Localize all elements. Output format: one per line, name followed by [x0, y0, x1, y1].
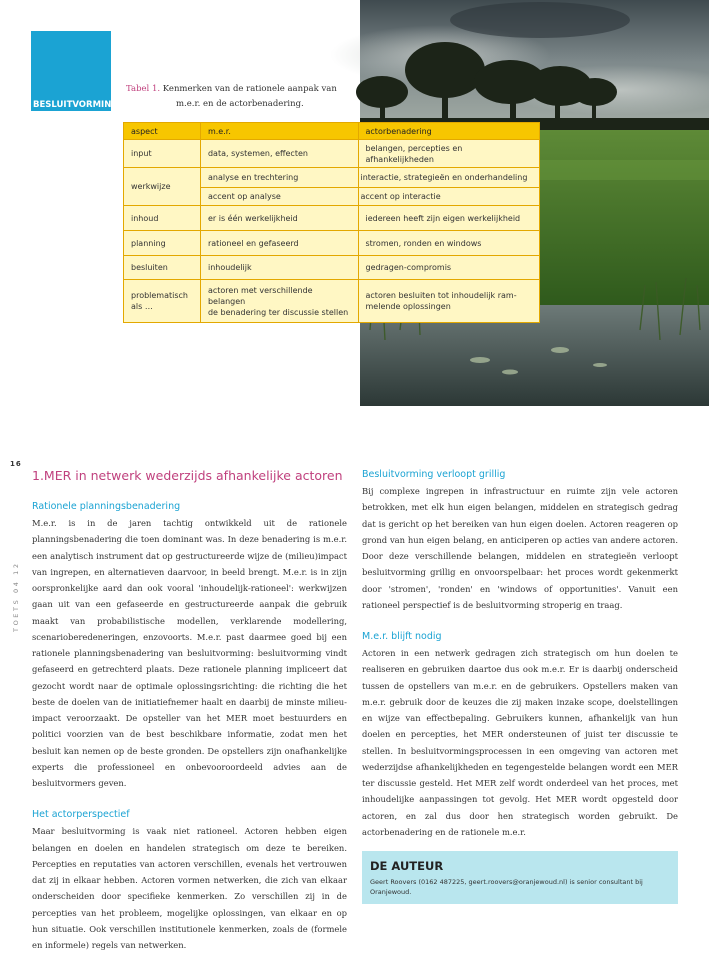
- section-heading: Het actorperspectief: [32, 809, 130, 821]
- page-number: 16: [10, 460, 22, 468]
- section-body: M.e.r. is in de jaren tachtig ontwikkeld uit de rationele planningsbenadering die toen dominant was. In deze benadering is m.e.r. een analytisch instrument dat op gestructureerde wijze de (milieu)impact van ingrepen, en alternatieven daarvoor, in beeld brengt. M.e.r. is in zijn oorspronkelijke aard dan ook vooral 'inhoudelijk-rationeel': werkwijzen gaan uit van een gefaseerde en gestructureerde aanpak die gebruik maakt van probabilistische modellen, verklarende modellering, scenarioberedeneringen, enzovoorts. M.e.r. past daarmee goed bij een rationele planningsbenadering van besluitvorming: besluitvorming vindt gefaseerd en getrechterd plaats. Deze rationele planning impliceert dat gezocht wordt naar de optimale oplossingsrichting: die richting die het beste de doelen van de initiatiefnemer haalt en daarbij de minste milieu-impact veroorzaakt. De opsteller van het MER moet bestuurders en politici voorzien van de best beschikbare informatie, zodat men het besluit kan nemen op de beste gronden. De opstellers zijn onafhankelijke experts die professioneel en onbevooroordeeld advies aan de besluitvormers geven.: [32, 518, 347, 788]
- section-body: Maar besluitvorming is vaak niet rationeel. Actoren hebben eigen belangen en doelen en handelen strategisch om deze te bereiken. Percepties en reputaties van actoren verschillen, evenals het vertrouwen dat zij in elkaar hebben. Actoren vormen netwerken, die zich van elkaar onderscheiden door specifieke kenmerken. Zo verschillen zij in de percepties van het probleem, mogelijke oplossingen, van elkaar en op hun situatie. Ook verschillen institutionele kenmerken, zoals de (formele en informele) regels van netwerken.: [32, 826, 347, 950]
- table-cell: werkwijze: [124, 168, 201, 206]
- table-cell: planning: [124, 231, 201, 256]
- cell-line: problematisch: [131, 291, 188, 300]
- caption-number: Tabel 1.: [126, 84, 161, 94]
- caption-line2: m.e.r. en de actorbenadering.: [176, 99, 304, 109]
- author-box-title: DE AUTEUR: [370, 859, 444, 873]
- table-cell: inhoudelijk: [200, 256, 358, 280]
- cell-line: als …: [131, 302, 153, 311]
- table-cell: [358, 168, 540, 206]
- table-row: [124, 256, 540, 280]
- article-right-column: [362, 467, 678, 856]
- table-cell: [200, 280, 358, 323]
- table-header-row: [124, 123, 540, 140]
- section-heading: M.e.r. blijft nodig: [362, 631, 442, 642]
- table-caption: [126, 82, 356, 112]
- author-box: [362, 851, 678, 904]
- table-cell: [200, 168, 358, 206]
- table-subcell: analyse en trechtering: [201, 168, 358, 188]
- table-cell: gedragen-compromis: [358, 256, 540, 280]
- cell-line: actoren besluiten tot inhoudelijk ram-: [365, 291, 517, 300]
- comparison-table: [123, 122, 540, 323]
- table-cell: [358, 280, 540, 323]
- section-heading: Besluitvorming verloopt grillig: [362, 469, 506, 480]
- cell-line: actoren met verschillende belangen: [207, 285, 313, 306]
- section-body: Bij complexe ingrepen in infrastructuur en ruimte zijn vele actoren betrokken, met elk hun eigen belangen, middelen en strategisch gedrag dat is gericht op het bereiken van hun eigen doelen. Actoren reageren op grond van hun eigen belang, en anticiperen op acties van andere actoren. Door deze verschillende belangen, middelen en strategieën verloopt besluitvorming grillig en onvoorspelbaar: het proces wordt gekenmerkt door 'stromen', 'ronden' en 'windows of opportunities'. Vanuit een rationeel perspectief is de besluitvorming stroperig en traag.: [362, 486, 678, 610]
- table-cell: er is één werkelijkheid: [200, 206, 358, 231]
- table-cell: besluiten: [124, 256, 201, 280]
- table-row: [124, 280, 540, 323]
- table-cell: belangen, percepties en afhankelijkheden: [358, 140, 540, 168]
- table-subcell: accent op interactie: [360, 192, 441, 201]
- table-row: [124, 206, 540, 231]
- table-cell: inhoud: [124, 206, 201, 231]
- cell-line: de benadering ter discussie stellen: [207, 307, 349, 317]
- caption-line1: Kenmerken van de rationele aanpak van: [162, 84, 337, 94]
- cell-line: melende oplossingen: [365, 302, 451, 311]
- table-cell: input: [124, 140, 201, 168]
- table-row: [124, 168, 540, 206]
- table-cell: stromen, ronden en windows: [358, 231, 540, 256]
- section-body: Actoren in een netwerk gedragen zich strategisch om hun doelen te realiseren en gebruiken daartoe dus ook m.e.r. Er is daarbij onderscheid tussen de opstellers van m.e.r. en de gebruikers. Opstellers maken van m.e.r. gebruik door de keuzes die zij maken inzake scope, doelstellingen en wijze van effectbepaling. Gebruikers kunnen, afhankelijk van hun doelen en percepties, het MER ondersteunen of juist ter discussie te stellen. In besluitvormingsprocessen in een omgeving van actoren met wederzijdse afhankelijkheden en tegengestelde belangen wordt een MER ter discussie gesteld. Het MER zelf wordt onderdeel van het proces, met inhoudelijke aanpassingen tot gevolg. Het MER wordt opgesteld door actoren, en zal dus door hen strategisch worden gebruikt. De actorbenadering en de rationele m.e.r.: [362, 648, 678, 837]
- table-cell: iedereen heeft zijn eigen werkelijkheid: [358, 206, 540, 231]
- section-tag-label: BESLUITVORMING: [33, 100, 119, 110]
- table-subcell: accent op analyse: [207, 192, 281, 201]
- author-box-text: Geert Roovers (0162 487225, geert.roovers@oranjewoud.nl) is senior consultant bij Oranjewoud.: [370, 878, 643, 896]
- header-cell: actorbenadering: [358, 123, 540, 140]
- table-cell: [124, 280, 201, 323]
- header-cell: m.e.r.: [200, 123, 358, 140]
- table-subcell: interactie, strategieën en onderhandeling: [359, 168, 540, 188]
- header-cell: aspect: [124, 123, 201, 140]
- table-cell: rationeel en gefaseerd: [200, 231, 358, 256]
- running-head: TOETS 04 12: [12, 561, 20, 632]
- section-heading: Rationele planningsbenadering: [32, 501, 181, 512]
- article-left-column: [32, 467, 347, 969]
- article-title: 1.MER in netwerk wederzijds afhankelijke actoren: [32, 468, 343, 483]
- table-cell: data, systemen, effecten: [200, 140, 358, 168]
- table-row: [124, 231, 540, 256]
- table-row: [124, 140, 540, 168]
